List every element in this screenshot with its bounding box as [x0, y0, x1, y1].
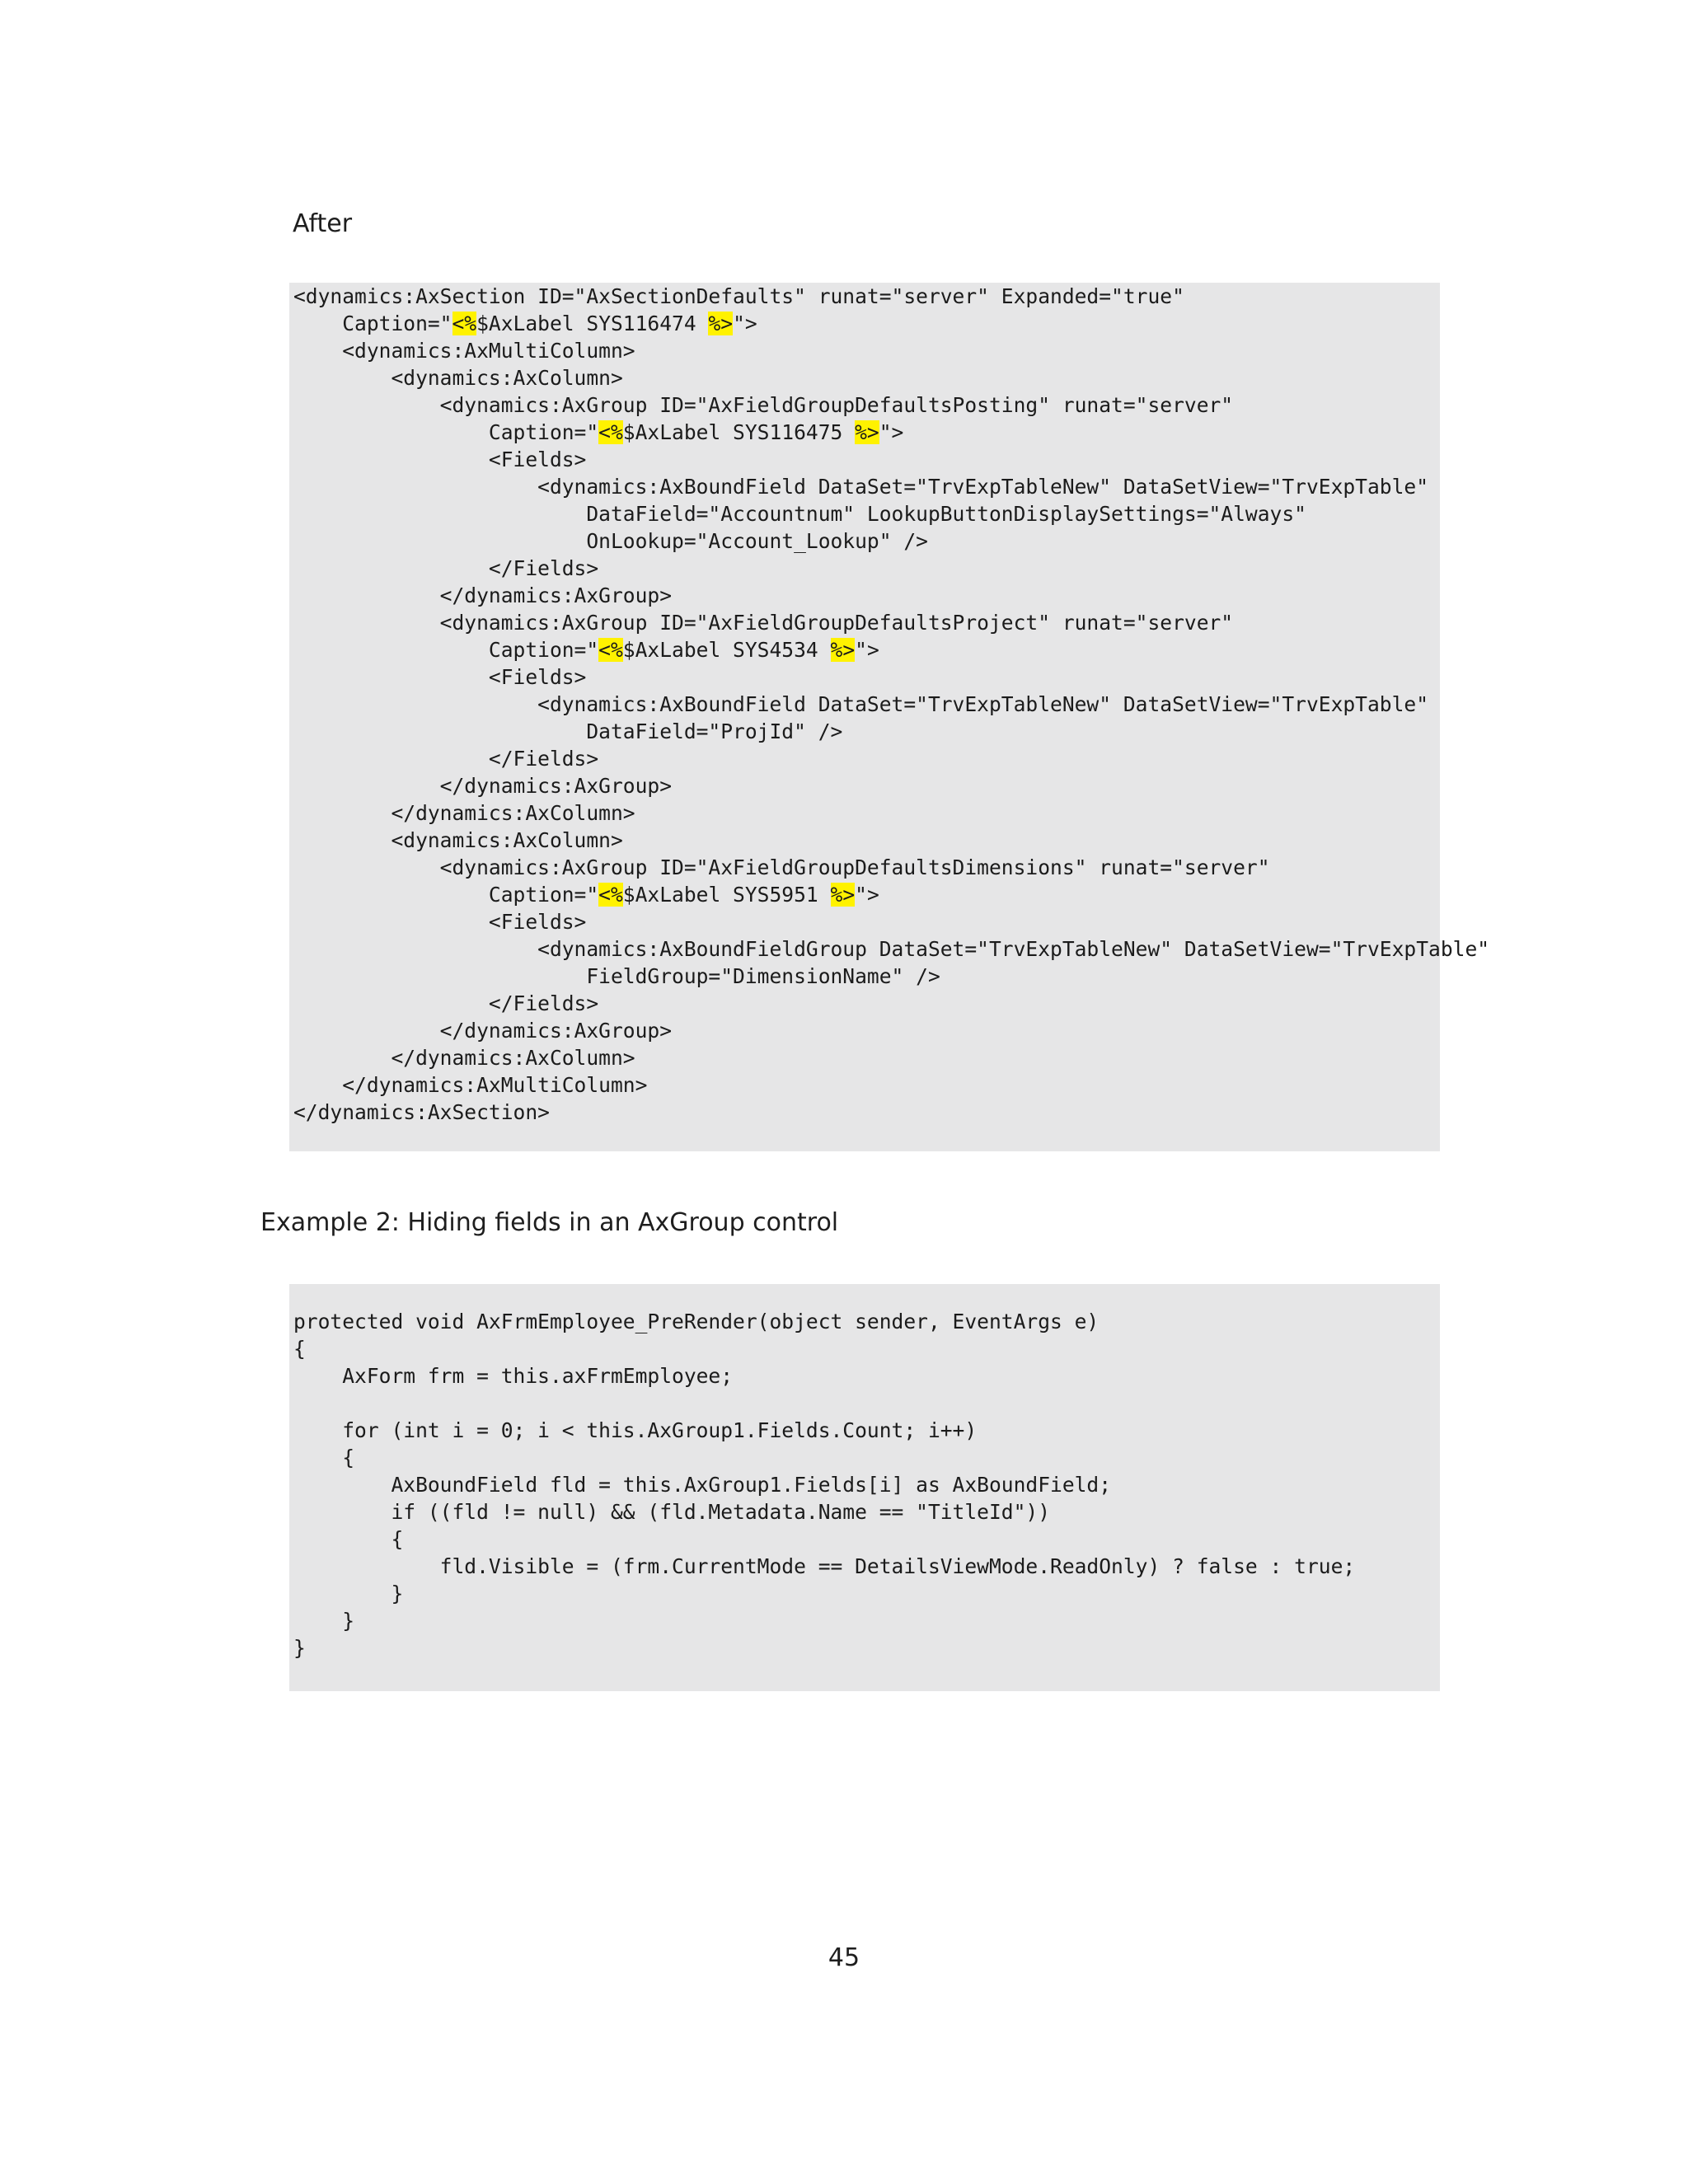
- code-text: <dynamics:AxSection ID="AxSectionDefaults" runat="server" Expanded="true": [293, 284, 1184, 308]
- section-heading-example-2: Example 2: Hiding fields in an AxGroup control: [260, 1208, 839, 1237]
- code-text: ">: [855, 638, 879, 662]
- code-line: [293, 881, 1440, 908]
- highlighted-code-token: %>: [708, 312, 734, 335]
- code-text: $AxLabel SYS5951: [622, 883, 831, 907]
- code-text: DataField="ProjId" />: [293, 719, 843, 743]
- code-text: FieldGroup="DimensionName" />: [293, 964, 940, 988]
- code-text: </dynamics:AxSection>: [293, 1100, 550, 1124]
- code-text: <dynamics:AxBoundField DataSet="TrvExpTableNew" DataSetView="TrvExpTable": [293, 692, 1429, 716]
- code-text: }: [293, 1636, 306, 1660]
- highlighted-code-token: <%: [598, 883, 623, 907]
- code-line: [293, 1044, 1440, 1071]
- code-text: <dynamics:AxGroup ID="AxFieldGroupDefaultsDimensions" runat="server": [293, 855, 1270, 879]
- code-listing-example-2: [289, 1308, 1440, 1661]
- code-text: {: [293, 1337, 306, 1361]
- code-text: </dynamics:AxGroup>: [293, 774, 673, 798]
- code-text: <dynamics:AxColumn>: [293, 828, 623, 852]
- code-line: [293, 1417, 1440, 1444]
- code-line: [293, 636, 1440, 663]
- code-block-after: [289, 283, 1490, 1151]
- code-text: <dynamics:AxBoundField DataSet="TrvExpTableNew" DataSetView="TrvExpTable": [293, 475, 1429, 499]
- code-text: }: [293, 1609, 355, 1633]
- code-text: ">: [879, 420, 904, 444]
- code-line: [293, 1308, 1440, 1335]
- code-text: for (int i = 0; i < this.AxGroup1.Fields.Count; i++): [293, 1418, 978, 1442]
- code-text: $AxLabel SYS4534: [622, 638, 831, 662]
- code-text: AxForm frm = this.axFrmEmployee;: [293, 1364, 734, 1388]
- code-line: [293, 555, 1440, 582]
- code-line: [293, 663, 1440, 691]
- section-heading-after: After: [293, 209, 353, 238]
- code-line: [293, 718, 1440, 745]
- code-text: AxBoundField fld = this.AxGroup1.Fields[i] as AxBoundField;: [293, 1473, 1112, 1497]
- code-text: <dynamics:AxBoundFieldGroup DataSet="TrvExpTableNew" DataSetView="TrvExpTable": [293, 937, 1490, 961]
- code-line: [293, 1471, 1440, 1498]
- code-line: [293, 772, 1440, 799]
- code-line: [293, 1071, 1440, 1099]
- code-text: $AxLabel SYS116475: [622, 420, 856, 444]
- code-text: <Fields>: [293, 665, 587, 689]
- code-line: [293, 963, 1440, 990]
- code-text: </dynamics:AxGroup>: [293, 583, 673, 607]
- code-text: {: [293, 1527, 404, 1551]
- code-text: <dynamics:AxMultiColumn>: [293, 339, 635, 363]
- code-line: [293, 1335, 1440, 1362]
- code-line: [293, 527, 1440, 555]
- code-text: Caption=": [293, 312, 452, 335]
- code-line: [293, 609, 1440, 636]
- code-text: </Fields>: [293, 556, 599, 580]
- highlighted-code-token: <%: [598, 638, 623, 662]
- code-text: </dynamics:AxMultiColumn>: [293, 1073, 648, 1097]
- code-text: </Fields>: [293, 747, 599, 771]
- page-number: 45: [828, 1943, 860, 1972]
- code-text: <dynamics:AxGroup ID="AxFieldGroupDefaultsProject" runat="server": [293, 611, 1234, 635]
- code-line: [293, 1634, 1440, 1661]
- code-line: [293, 582, 1440, 609]
- code-line: [293, 935, 1490, 963]
- code-text: ">: [855, 883, 879, 907]
- code-line: [293, 1607, 1440, 1634]
- code-line: [293, 1390, 1440, 1417]
- code-text: </dynamics:AxColumn>: [293, 801, 635, 825]
- code-text: {: [293, 1446, 355, 1469]
- code-line: [293, 310, 1440, 337]
- code-text: Caption=": [293, 420, 599, 444]
- code-text: DataField="Accountnum" LookupButtonDisplaySettings="Always": [293, 502, 1306, 526]
- code-line: [293, 1553, 1440, 1580]
- highlighted-code-token: %>: [855, 420, 879, 444]
- code-text: }: [293, 1582, 404, 1605]
- code-line: [293, 799, 1440, 827]
- code-block-example-2: [289, 1284, 1440, 1691]
- code-line: [293, 283, 1440, 310]
- code-line: [293, 1017, 1440, 1044]
- code-line: [293, 473, 1440, 500]
- code-line: [293, 364, 1440, 391]
- highlighted-code-token: %>: [830, 638, 856, 662]
- code-line: [293, 1099, 1440, 1126]
- highlighted-code-token: <%: [452, 312, 477, 335]
- code-line: [293, 446, 1440, 473]
- code-line: [293, 908, 1440, 935]
- code-text: <Fields>: [293, 910, 587, 934]
- code-text: protected void AxFrmEmployee_PreRender(object sender, EventArgs e): [293, 1310, 1100, 1333]
- code-text: Caption=": [293, 638, 599, 662]
- code-text: <Fields>: [293, 448, 587, 471]
- code-line: [293, 691, 1440, 718]
- code-text: OnLookup="Account_Lookup" />: [293, 529, 928, 553]
- code-line: [293, 500, 1440, 527]
- code-text: </Fields>: [293, 991, 599, 1015]
- highlighted-code-token: <%: [598, 420, 623, 444]
- code-text: <dynamics:AxGroup ID="AxFieldGroupDefaultsPosting" runat="server": [293, 393, 1234, 417]
- code-text: <dynamics:AxColumn>: [293, 366, 623, 390]
- code-line: [293, 391, 1440, 419]
- code-line: [293, 1498, 1440, 1526]
- code-line: [293, 1444, 1440, 1471]
- code-listing-after: [289, 283, 1490, 1126]
- code-text: </dynamics:AxGroup>: [293, 1019, 673, 1043]
- code-line: [293, 1580, 1440, 1607]
- code-text: if ((fld != null) && (fld.Metadata.Name == "TitleId")): [293, 1500, 1051, 1524]
- code-line: [293, 419, 1440, 446]
- code-text: Caption=": [293, 883, 599, 907]
- code-text: </dynamics:AxColumn>: [293, 1046, 635, 1070]
- code-line: [293, 337, 1440, 364]
- code-text: ">: [733, 312, 757, 335]
- code-text: fld.Visible = (frm.CurrentMode == DetailsViewMode.ReadOnly) ? false : true;: [293, 1554, 1356, 1578]
- code-line: [293, 1362, 1440, 1390]
- highlighted-code-token: %>: [830, 883, 856, 907]
- code-line: [293, 827, 1440, 854]
- code-line: [293, 745, 1440, 772]
- code-line: [293, 854, 1440, 881]
- code-line: [293, 990, 1440, 1017]
- code-line: [293, 1526, 1440, 1553]
- code-text: $AxLabel SYS116474: [476, 312, 709, 335]
